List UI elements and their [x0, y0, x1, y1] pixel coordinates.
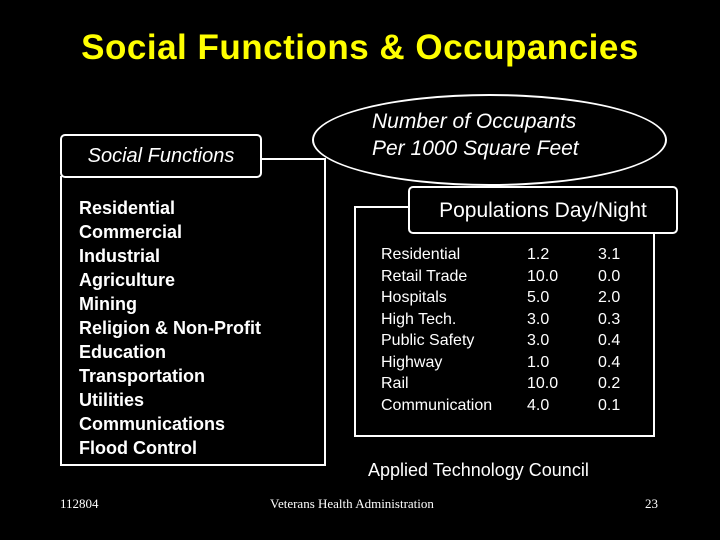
footer-date: 112804: [60, 496, 99, 511]
table-row: [381, 373, 620, 395]
row-name: Retail Trade: [381, 267, 468, 285]
list-item: Utilities: [79, 390, 145, 410]
box-border: [262, 158, 326, 160]
occupants-caption: [372, 108, 579, 162]
row-day: 10.0: [527, 375, 559, 392]
row-night: 0.4: [598, 332, 621, 349]
table-row: [381, 287, 620, 309]
social-functions-list: [79, 196, 261, 460]
row-night: 0.2: [598, 375, 621, 392]
list-item: Transportation: [79, 366, 206, 386]
list-item: Agriculture: [79, 270, 176, 290]
row-day: 3.0: [527, 332, 550, 349]
row-night: 2.0: [598, 289, 621, 306]
row-day: 3.0: [527, 310, 550, 328]
slide-title: Social Functions & Occupancies: [81, 28, 639, 67]
row-name: Highway: [381, 353, 443, 371]
row-name: Rail: [381, 375, 409, 392]
council-caption: Applied Technology Council: [368, 460, 589, 480]
social-functions-label: Social Functions: [60, 134, 262, 178]
box-border: [354, 206, 356, 224]
row-night: 0.0: [598, 267, 621, 285]
list-item: Industrial: [79, 246, 161, 266]
list-item: Flood Control: [79, 438, 197, 458]
table-row: [381, 395, 620, 417]
row-name: Public Safety: [381, 332, 475, 349]
row-night: 0.4: [598, 353, 621, 371]
list-item: Education: [79, 342, 167, 362]
row-name: Communication: [381, 396, 493, 414]
list-item: Communications: [79, 414, 226, 434]
occupants-line2: Per 1000 Square Feet: [372, 137, 579, 160]
row-name: Hospitals: [381, 289, 447, 306]
row-day: 4.0: [527, 396, 550, 414]
table-row: [381, 330, 620, 352]
table-row: [381, 266, 620, 288]
page-number: 23: [645, 496, 658, 511]
populations-table: [381, 244, 620, 416]
table-row: [381, 244, 620, 266]
list-item: Mining: [79, 294, 137, 314]
box-border: [354, 206, 410, 208]
table-row: [381, 309, 620, 331]
row-night: 3.1: [598, 246, 621, 263]
row-day: 1.0: [527, 353, 550, 371]
populations-label: Populations Day/Night: [408, 186, 678, 234]
row-name: Residential: [381, 246, 461, 263]
box-border: [324, 158, 326, 178]
row-day: 1.2: [527, 246, 550, 263]
table-row: [381, 352, 620, 374]
footer-organization: Veterans Health Administration: [270, 496, 434, 511]
row-day: 10.0: [527, 267, 559, 285]
list-item: Religion & Non-Profit: [79, 318, 261, 338]
row-night: 0.1: [598, 396, 621, 414]
list-item: Commercial: [79, 222, 183, 242]
list-item: Residential: [79, 198, 176, 218]
row-name: High Tech.: [381, 310, 457, 328]
row-night: 0.3: [598, 310, 621, 328]
row-day: 5.0: [527, 289, 550, 306]
occupants-line1: Number of Occupants: [372, 110, 577, 133]
